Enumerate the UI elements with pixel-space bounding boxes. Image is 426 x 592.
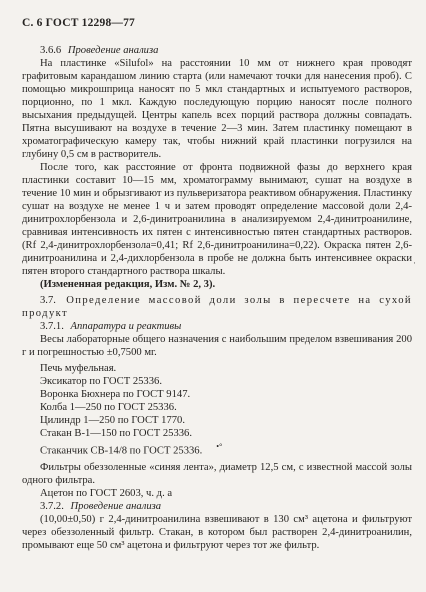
paragraph: (10,00±0,50) г 2,4-динитроанилина взвешивают в 130 см³ ацетона и фильтруют через обеззоленный фильтр. Стакан, в котором был растворен 2,4-динитроанилин, промывают еще 50 см³ ацетона и фильтруют через тот же фильтр. [22,513,412,551]
list-item: Стакан В-1—150 по ГОСТ 25336. [40,428,192,439]
list-item: Эксикатор по ГОСТ 25336. [40,376,162,387]
section-3-7 [22,294,412,320]
paragraph: Весы лабораторные общего назначения с наибольшим пределом взвешивания 200 г и погрешностью ±0,7500 мг. [22,334,412,358]
paragraph: Фильтры обеззоленные «синяя лента», диаметр 12,5 см, с известной массой золы одного фильтра. [22,461,412,486]
paragraph: На пластинке «Silufol» на расстоянии 10 мм от нижнего края проводят графитовым карандашом линию старта (или намечают точки для нанесения проб). С помощью микрошприца наносят по 5 мкл стандартных и испытуемого растворов, порционно, по 1 мкл. Каждую последующую порцию наносят после полного высыхания предыдущей. Центры капель всех порций раствора должны совпадать. Пятна высушивают на воздухе в течение 2—3 мин. Затем пластинку помещают в хроматографическую камеру так, чтобы нижний край пластинки погрузился на глубину 0,5 см в растворитель. [22,58,412,160]
list-item: Воронка Бюхнера по ГОСТ 9147. [40,389,191,400]
section-heading [22,320,412,333]
section-3-7-2 [22,500,412,552]
section-heading [22,500,412,513]
section-heading [22,44,412,57]
list-item [22,440,412,458]
section-title: Проведение анализа [70,500,162,512]
section-number: 3.7. [40,295,56,306]
list-item: Цилиндр 1—250 по ГОСТ 1770. [40,415,185,426]
edition-note: (Измененная редакция, Изм. № 2, 3). [40,279,216,290]
paragraph: Ацетон по ГОСТ 2603, ч. д. а [40,487,173,499]
section-number: 3.7.2. [40,500,64,512]
section-title: Определение массовой доли золы в пересчете на сухой продукт [22,295,412,319]
list-item: Печь муфельная. [40,363,117,374]
paragraph: После того, как расстояние от фронта подвижной фазы до верхнего края пластинки составит 10—15 мм, хроматограмму вынимают, сушат на воздухе в течение 10 мин и обрызгивают из пульверизатора реактивом обнаружения. Пластинку сушат на воздухе не менее 1 ч и затем проводят определение массовой доли 2,4-динитрохлорбензола и 2,6-динитроанилина в анализируемом 2,4-динитроанилине, сравнивая интенсивность их пятен с интенсивностью пятен стандартных растворов. (Rf 2,4-динитрохлорбензола=0,41; Rf 2,6-динитроанилина=0,22). Окраска пятен 2,6-динитроанилина и 2,4-дихлорбензола в пробе не должна быть интенсивнее окраски пятен второго стандартного раствора шкалы. [22,162,412,277]
stray-mark: •° [216,442,223,451]
page-header: С. 6 ГОСТ 12298—77 [22,17,135,29]
section-3-7-1 [22,320,412,500]
section-number: 3.7.1. [40,321,64,332]
list-item: Колба 1—250 по ГОСТ 25336. [40,402,177,413]
list-item-text: Стаканчик СВ-14/8 по ГОСТ 25336. [40,445,203,457]
section-heading [22,294,412,320]
margin-mark: · [413,258,416,268]
section-title: Проведение анализа [67,45,159,56]
section-number: 3.6.6 [40,45,62,56]
section-title: Аппаратура и реактивы [70,321,182,332]
section-3-6-6 [22,44,412,291]
